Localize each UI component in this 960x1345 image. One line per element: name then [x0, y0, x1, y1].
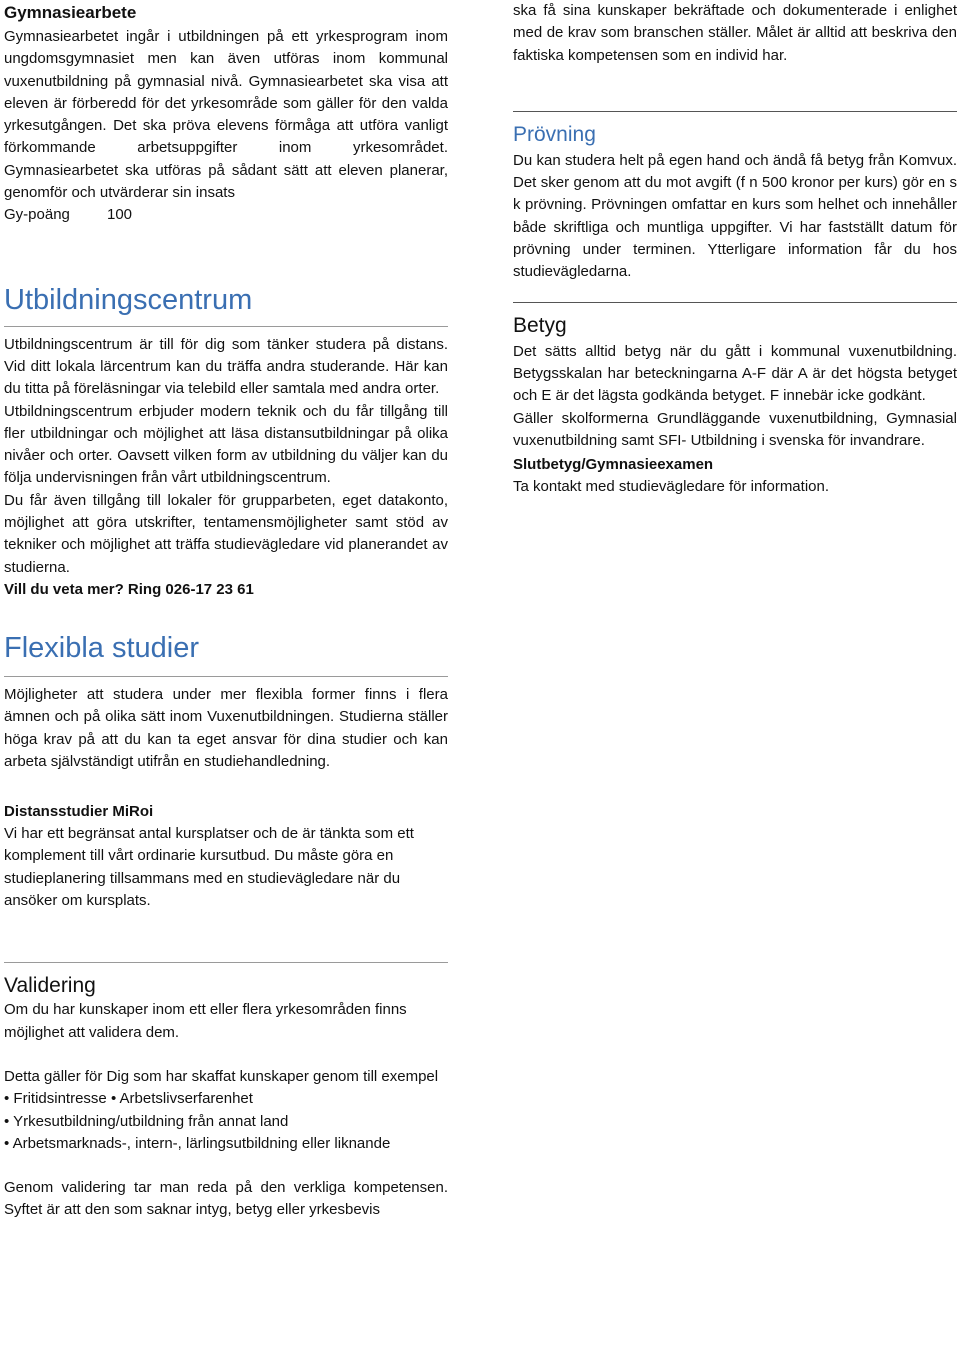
flexibla-studier-body: Möjligheter att studera under mer flexibla former finns i flera ämnen och på olika sätt inom Vuxenutbildningen. Studierna ställer höga krav på att du kan ta eget ansvar för dina studier och kan arbeta självständigt utifrån en studiehandledning.: [4, 685, 448, 770]
utbildningscentrum-p1: Utbildningscentrum är till för dig som tänker studera på distans. Vid ditt lokala lärcentrum kan du träffa andra studerande. Här kan du titta på föreläsningar via telebild eller samtala med andra orter.: [4, 335, 448, 398]
utbildningscentrum-p2: Utbildningscentrum erbjuder modern teknik och du får tillgång till fler utbildningar och möjlighet att läsa distansutbildningar på olika nivåer och orter. Oavsett vilken form av utbildning du väljer kan du följa undervisningen från vårt utbildningscentrum.: [4, 402, 448, 487]
gy-points-value: 100: [107, 206, 133, 224]
validering-intro: Om du har kunskaper inom ett eller flera yrkesområden finns möjlighet att validera dem.: [4, 1001, 407, 1041]
flexibla-studier-heading: Flexibla studier: [4, 631, 200, 664]
gymnasiearbete-heading: Gymnasiearbete: [4, 3, 137, 22]
utbildningscentrum-p3: Du får även tillgång till lokaler för grupparbeten, eget datakonto, möjlighet att göra utskrifter, tentamensmöjligheter samt stöd av tekniker och möjlighet att träffa studievägledare vid planerandet av studierna.: [4, 491, 448, 576]
betyg-divider: [513, 302, 957, 303]
validering-list: [4, 1088, 448, 1155]
section-divider: [4, 676, 448, 677]
validering-tail: Genom validering tar man reda på den verkliga kompetensen. Syftet är att den som saknar intyg, betyg eller yrkesbevis: [4, 1179, 448, 1219]
gy-points-row: [4, 204, 448, 226]
validering-continued: ska få sina kunskaper bekräftade och dokumenterade i enlighet med de krav som branschen ställer. Målet är alltid att beskriva den faktiska kompetensen som en individ har.: [513, 2, 957, 64]
provning-divider: [513, 111, 957, 112]
list-item-text: Fritidsintresse: [13, 1090, 107, 1108]
utbildningscentrum-heading: Utbildningscentrum: [4, 283, 253, 316]
validering-lead: Detta gäller för Dig som har skaffat kunskaper genom till exempel: [4, 1067, 439, 1085]
betyg-p2: Gäller skolformerna Grundläggande vuxenutbildning, Gymnasial vuxenutbildning samt SFI- Utbildning i svenska för invandrare.: [513, 409, 957, 449]
right-column: [513, 0, 957, 498]
slutbetyg-heading: Slutbetyg/Gymnasieexamen: [513, 456, 714, 474]
betyg-heading: Betyg: [513, 313, 567, 337]
utbildningscentrum-cta: Vill du veta mer? Ring 026-17 23 61: [4, 580, 254, 598]
left-column: [4, 0, 448, 1222]
validering-heading: Validering: [4, 974, 96, 998]
slutbetyg-body: Ta kontakt med studievägledare för information.: [513, 478, 830, 496]
provning-body: Du kan studera helt på egen hand och ändå få betyg från Komvux. Det sker genom att du mot avgift (f n 500 kronor per kurs) gör en s k prövning. Prövningen omfattar en kurs som helhet och innehåller både skriftliga och muntliga uppgifter. Vi har fastställt datum för prövning under terminen. Ytterligare information får du hos studievägledarna.: [513, 151, 957, 281]
list-item: [4, 1088, 448, 1110]
distansstudier-heading: Distansstudier MiRoi: [4, 803, 154, 821]
list-item: • Arbetsmarknads-, intern-, lärlingsutbildning eller liknande: [4, 1133, 448, 1155]
list-item-text: • Arbetslivserfarenhet: [111, 1090, 253, 1107]
provning-heading: Prövning: [513, 122, 596, 146]
section-divider: [4, 326, 448, 327]
gymnasiearbete-body: Gymnasiearbetet ingår i utbildningen på ett yrkesprogram inom ungdomsgymnasiet men kan även utföras inom kommunal vuxenutbildning på gymnasial nivå. Gymnasiearbetet ska visa att eleven är förberedd för det yrkesområde som gäller för den valda yrkesutgången. Det ska pröva elevens förmåga att utföra vanligt förkommande arbetsuppgifter inom yrkesområdet. Gymnasiearbetet ska utföras på sådant sätt att eleven planerar, genomför och utvärderar sin insats: [4, 28, 448, 202]
validering-divider: [4, 962, 448, 963]
distansstudier-body: Vi har ett begränsat antal kursplatser och de är tänkta som ett komplement till vårt ordinarie kursutbud. Du måste göra en studieplanering tillsammans med en studievägledare när du ansöker om kursplats.: [4, 825, 414, 910]
betyg-p1: Det sätts alltid betyg när du gått i kommunal vuxenutbildning. Betygsskalan har beteckningarna A-F där A är det högsta betyget och E är det lägsta godkända betyget. F innebär icke godkänt.: [513, 342, 957, 405]
list-item: • Yrkesutbildning/utbildning från annat land: [4, 1111, 448, 1133]
gy-points-label: Gy-poäng: [4, 206, 70, 224]
